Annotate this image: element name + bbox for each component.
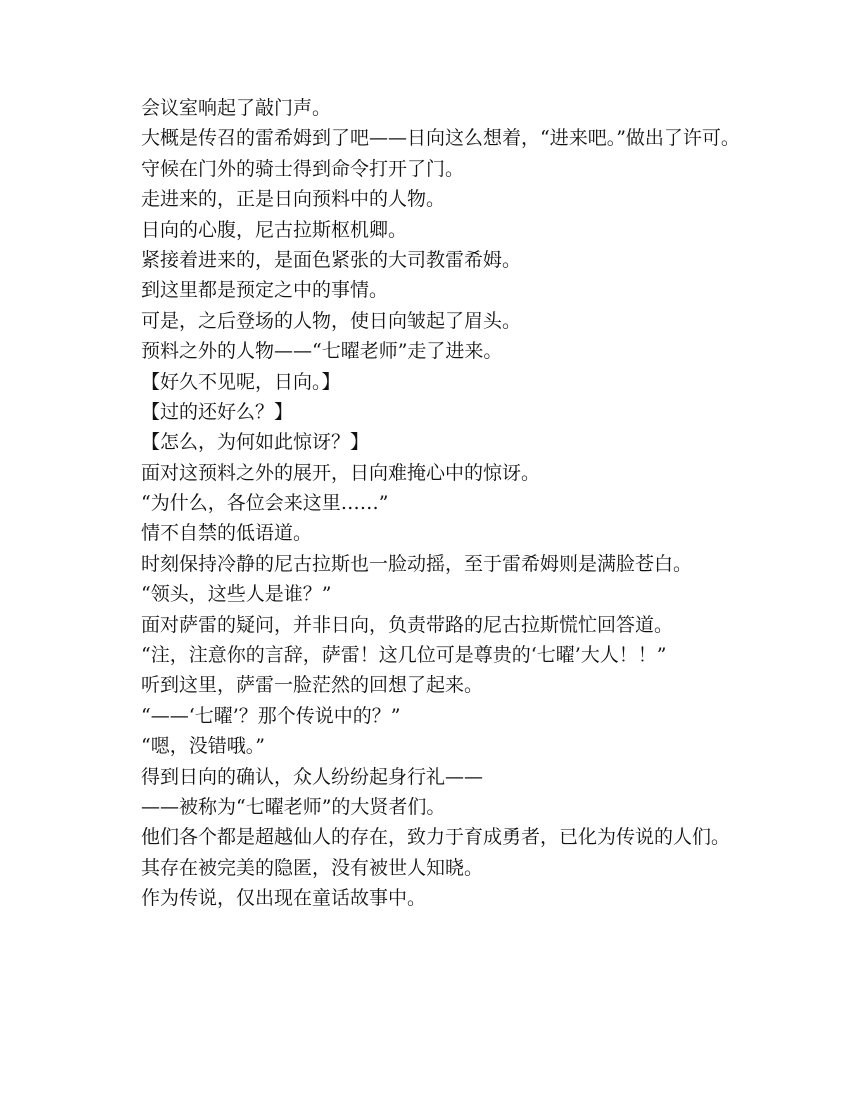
paragraph: 日向的心腹，尼古拉斯枢机卿。 [141,218,408,241]
paragraph: 情不自禁的低语道。 [141,522,313,545]
paragraph: 【好久不见呢，日向。】 [141,370,341,393]
paragraph: 紧接着进来的，是面色紧张的大司教雷希姆。 [141,248,522,271]
paragraph: 可是，之后登场的人物，使日向皱起了眉头。 [141,309,522,332]
paragraph: “为什么，各位会来这里……” [141,492,389,515]
paragraph: 守候在门外的骑士得到命令打开了门。 [141,157,465,180]
paragraph: 【过的还好么？】 [141,400,294,423]
paragraph: 预料之外的人物——“七曜老师”走了进来。 [141,340,503,363]
paragraph: ——被称为“七曜老师”的大贤者们。 [141,795,446,818]
paragraph: 作为传说，仅出现在童话故事中。 [141,887,427,910]
paragraph: 面对这预料之外的展开，日向难掩心中的惊讶。 [141,461,541,484]
paragraph: 时刻保持冷静的尼古拉斯也一脸动摇，至于雷希姆则是满脸苍白。 [141,552,693,575]
paragraph: “——‘七曜’？那个传说中的？” [141,704,401,727]
paragraph: 【怎么，为何如此惊讶？】 [141,431,370,454]
paragraph: 走进来的，正是日向预料中的人物。 [141,188,446,211]
paragraph: 大概是传召的雷希姆到了吧——日向这么想着，“进来吧。”做出了许可。 [141,127,740,150]
paragraph: 他们各个都是超越仙人的存在，致力于育成勇者，已化为传说的人们。 [141,826,731,849]
paragraph: “嗯，没错哦。” [141,735,265,758]
paragraph: 会议室响起了敲门声。 [141,97,332,119]
paragraph: 其存在被完美的隐匿，没有被世人知晓。 [141,856,484,879]
paragraph: 到这里都是预定之中的事情。 [141,279,389,302]
body-text [101,96,751,917]
paragraph: “领头，这些人是谁？” [141,583,332,606]
paragraph: 面对萨雷的疑问，并非日向，负责带路的尼古拉斯慌忙回答道。 [141,613,674,636]
paragraph: 得到日向的确认，众人纷纷起身行礼—— [141,765,484,788]
paragraph: 听到这里，萨雷一脸茫然的回想了起来。 [141,674,484,697]
paragraph: “注，注意你的言辞，萨雷！这几位可是尊贵的‘七曜’大人！！” [141,644,667,667]
